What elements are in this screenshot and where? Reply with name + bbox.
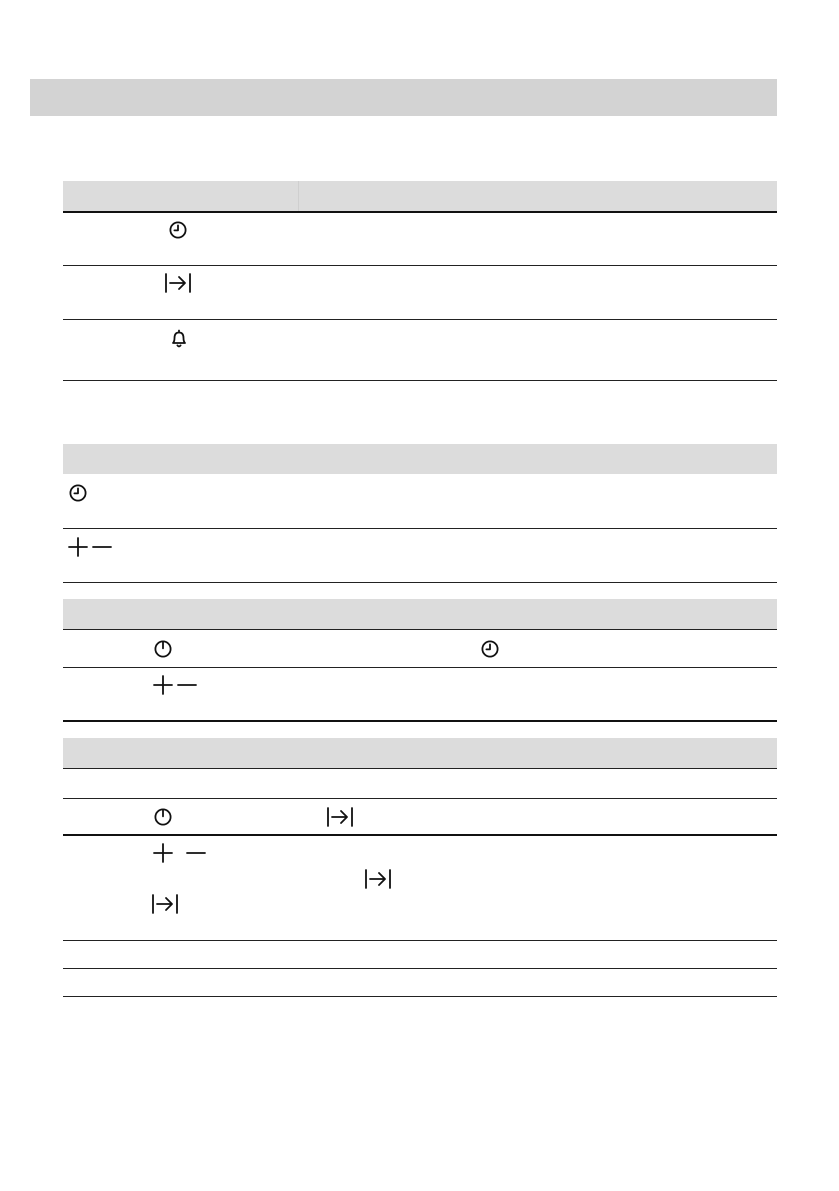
power-icon: [153, 807, 173, 827]
duration-icon: [326, 807, 354, 827]
duration-icon: [151, 894, 179, 914]
bell-icon: [170, 329, 188, 349]
clock-icon: [168, 220, 188, 240]
plus-minus-icon: [153, 675, 197, 695]
power-icon: [153, 639, 173, 659]
table-header: [63, 738, 777, 768]
clock-icon: [68, 483, 88, 503]
plus-minus-icon: [68, 537, 112, 557]
clock-icon: [480, 639, 500, 659]
plus-minus-icon: [153, 843, 207, 863]
duration-icon: [164, 273, 192, 293]
table-header: [63, 181, 777, 211]
section-heading-bar: [30, 79, 777, 116]
table-header: [63, 599, 777, 629]
table-header: [63, 444, 777, 474]
duration-icon: [364, 869, 392, 889]
